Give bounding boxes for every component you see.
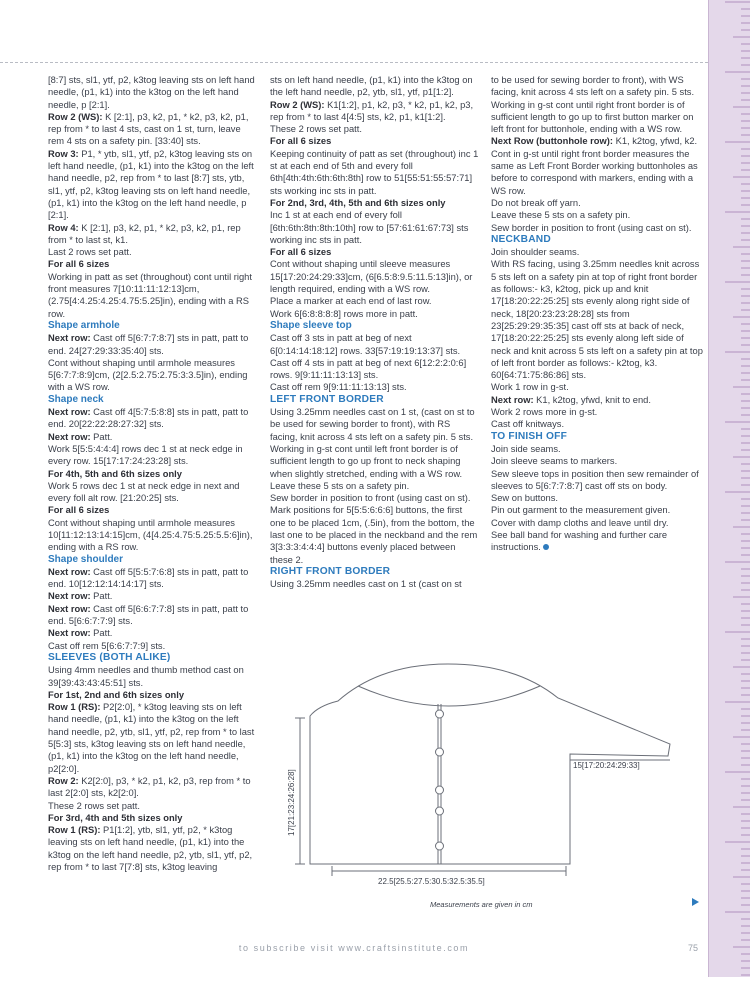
row-label: Row 2: [48, 775, 79, 786]
row-text: Patt. [90, 628, 113, 639]
instruction-text: Work 5 rows dec 1 st at neck edge in next and every foll alt row. [21:20:25] sts. [48, 480, 240, 504]
instruction-text: Working in patt as set (throughout) cont until right front measures 7[10:11:11:12:13]cm, (2.75[4:4.25:4.25:4.75:5.25]in), ending with a RS row. [48, 271, 252, 319]
size-heading: For 2nd, 3rd, 4th, 5th and 6th sizes only [270, 197, 446, 208]
instruction-text: [8:7] sts, sl1, ytf, p2, k3tog leaving sts on left hand needle, (p1, k1) into the k3tog on the left hand needle, p [2:1]. [48, 75, 255, 110]
subsection-heading: Shape armhole [48, 319, 120, 331]
ruler [708, 0, 750, 977]
column-3 [491, 74, 703, 554]
instruction-row [48, 111, 258, 148]
instruction-text: Do not break off yarn. [491, 197, 581, 208]
section-heading: LEFT FRONT BORDER [270, 393, 384, 405]
row-label: Next row: [48, 628, 91, 639]
instruction-text: Work 2 rows more in g-st. [491, 407, 598, 418]
row-text: Patt. [90, 591, 113, 602]
instruction-text: Pin out garment to the measurement given. [491, 505, 671, 516]
instruction-row [48, 406, 258, 431]
button-2 [436, 748, 444, 756]
instruction-text: sts on left hand needle, (p1, k1) into the k3tog on the left hand needle, p2, ytb, sl1, ytf, p1[1:2]. [270, 75, 473, 98]
instruction-text: Inc 1 st at each end of every foll [6th:6th:8th:8th:10th] row to [57:61:61:67:73] sts working inc sts in patt. [270, 210, 469, 245]
row-label: Row 1 (RS): [48, 702, 101, 713]
instruction-text: Sew on buttons. [491, 493, 559, 504]
instruction-text: These 2 rows set patt. [48, 800, 140, 811]
instruction-text: Cast off 4 sts in patt at beg of next 6[12:2:2:0:6] rows. 9[9:11:11:13:13] sts. [270, 357, 467, 381]
instruction-text: These 2 rows set patt. [270, 124, 362, 135]
row-label: Next Row (buttonhole row): [491, 136, 613, 147]
section-heading: NECKBAND [491, 233, 551, 245]
instruction-row [270, 99, 480, 124]
instruction-text: Cast off 3 sts in patt at beg of next 6[0:14:14:18:12] rows. 33[57:19:19:13:37] sts. [270, 333, 461, 356]
size-heading: For all 6 sizes [48, 259, 110, 270]
row-text: Cast off 5[6:7:7:8:7] sts in patt, patt to end. 24[27:29:33:35:40] sts. [48, 333, 249, 356]
section-heading: RIGHT FRONT BORDER [270, 565, 391, 577]
row-text: Cast off 4[5:7:5:8:8] sts in patt, patt to end. 20[22:22:28:27:32] sts. [48, 407, 249, 430]
instruction-text: Join shoulder seams. [491, 247, 580, 258]
row-text: Patt. [90, 431, 113, 442]
row-text: K1, k2tog, yfwd, knit to end. [533, 394, 651, 405]
column-2 [270, 74, 480, 590]
subsection-heading: Shape sleeve top [270, 319, 352, 331]
row-label: Next row: [48, 603, 91, 614]
instruction-text: Place a marker at each end of last row. [270, 296, 432, 307]
width-label: 22.5[25.5:27.5:30.5:32.5:35.5] [378, 877, 485, 886]
instruction-text: Cover with damp cloths and leave until dry. [491, 517, 669, 528]
row-label: Row 3: [48, 148, 79, 159]
measurements-caption: Measurements are given in cm [430, 900, 533, 909]
row-text: K2[2:0], p3, * k2, p1, k2, p3, rep from * to last 2[2:0] sts, k2[2:0]. [48, 775, 251, 799]
size-heading: For 1st, 2nd and 6th sizes only [48, 689, 185, 700]
instruction-text: to be used for sewing border to front), with WS facing, knit across 4 sts left on a safety pin. 5 sts. Working in g-st cont until right front border is of sufficient length to go up to first button marker on left front for buttonhole, ending with a WS row. [491, 75, 695, 135]
row-text: K [2:1], p3, k2, p1, * k2, p3, k2, p1, rep from * to last 4 sts, cast on 1 st, turn, leave rem 4 sts on a safety pin. [33:40] sts. [48, 111, 249, 147]
subsection-heading: Shape neck [48, 393, 104, 405]
row-label: Row 1 (RS): [48, 825, 101, 836]
row-label: Next row: [48, 566, 91, 577]
row-text: P1, * ytb, sl1, ytf, p2, k3tog leaving sts on left hand needle, (p1, k1) into the k3tog on the left hand needle, p2, rep from * to last [8:7] sts, ytb, sl1, ytf, p2, k3tog leaving sts on left hand needle, (p1, k1) into the k3tog on the left hand needle, p [2:1]. [48, 148, 254, 221]
instruction-text: Using 3.25mm needles cast on 1 st, (cast on st to be used for sewing border to front), with RS facing, knit across 4 sts left on a safety pin. 5 sts. Working in g-st cont until left front border is of sufficient length to go up front to neck shaping when slightly stretched, ending with a WS row. Leave these 5 sts on a safety pin. [270, 407, 475, 491]
sleeve-label: 15[17:20:24:29:33] [573, 761, 640, 770]
button-1 [436, 710, 444, 718]
row-text: See ball band for washing and further care instructions. [491, 529, 668, 553]
instruction-text: Work 5[5:5:4:4:4] rows dec 1 st at neck edge in every row. 15[17:17:24:23:28] sts. [48, 443, 243, 467]
height-label: 17[21:23:24:26:28] [287, 769, 296, 836]
row-text: Cast off 5[5:5:7:6:8] sts in patt, patt to end. 10[12:12:14:14:17] sts. [48, 566, 249, 590]
instruction-text: Cont without shaping until sleeve measures 15[17:20:24:29:33]cm, (6[6.5:8:9.5:11.5:13]in), or length required, ending with a WS row. [270, 259, 473, 295]
top-divider [0, 62, 708, 63]
button-4 [436, 807, 444, 815]
end-bullet-icon [543, 544, 549, 550]
subsection-heading: Shape shoulder [48, 553, 124, 565]
cardigan-measurement-diagram [270, 656, 710, 918]
instruction-row [48, 627, 258, 639]
section-heading: SLEEVES (BOTH ALIKE) [48, 651, 171, 663]
neckline [358, 686, 540, 706]
instruction-text: Using 3.25mm needles cast on 1 st (cast on st [270, 579, 462, 590]
instruction-row [48, 775, 258, 800]
row-label: Next row: [491, 394, 534, 405]
size-heading: For 3rd, 4th and 5th sizes only [48, 812, 183, 823]
instruction-text: Sew border in position to front (using cast on st). Mark positions for 5[5:5:6:6:6] buttons, the first one to be placed 1cm, (.5in), from the bottom, the last one to be placed in the neckband and the rem 3[3:3:3:4:4:4] buttons evenly placed between these 2. [270, 493, 478, 565]
row-label: Next row: [48, 431, 91, 442]
instruction-row [48, 824, 258, 873]
instruction-text: Join side seams. [491, 443, 561, 454]
size-heading: For 4th, 5th and 6th sizes only [48, 468, 182, 479]
section-heading: TO FINISH OFF [491, 430, 567, 442]
instruction-row [48, 431, 258, 443]
instruction-text: Work 6[6:8:8:8:8] rows more in patt. [270, 308, 418, 319]
instruction-text: Cast off rem 5[6:6:7:7:9] sts. [48, 640, 166, 651]
instruction-row [491, 394, 703, 406]
instruction-text: Cast off rem 9[9:11:11:13:13] sts. [270, 382, 407, 393]
instruction-text: Last 2 rows set patt. [48, 247, 132, 258]
size-heading: For all 6 sizes [270, 247, 332, 258]
instruction-text: Keeping continuity of patt as set (throughout) inc 1 st at each end of 5th and every foll 6th[4th:4th:6th:6th:8th] row to 51[55:51:55:57:71] sts working inc sts in patt. [270, 148, 479, 196]
instruction-text: Join sleeve seams to markers. [491, 456, 618, 467]
row-text: K1[1:2], p1, k2, p3, * k2, p1, k2, p3, rep from * to last 4[4:5] sts, k2, p1, k1[1:2]. [270, 99, 474, 122]
instruction-row [48, 701, 258, 775]
next-page-arrow-icon[interactable] [692, 898, 699, 906]
page-number: 75 [688, 943, 699, 953]
instruction-text: Cont without shaping until armhole measures 10[11:12:13:14:15]cm, (4[4.25:4.75:5.25:5.5:6]in), ending with a RS row. [48, 517, 253, 553]
row-text: Cast off 5[6:6:7:7:8] sts in patt, patt to end. 5[6:6:7:7:9] sts. [48, 603, 249, 627]
instruction-row [48, 566, 258, 591]
row-text: P1[1:2], ytb, sl1, ytf, p2, * k3tog leaving sts on left hand needle, (p1, k1) into the k3tog on the left hand needle, p2, ytb, sl1, ytf, p2, rep from * to last 7[7:8] sts, k3tog leaving [48, 825, 253, 872]
column-1 [48, 74, 258, 873]
instruction-text: Sew border in position to front (using cast on st). [491, 222, 692, 233]
button-5 [436, 842, 444, 850]
instruction-text: With RS facing, using 3.25mm needles knit across 5 sts left on a safety pin at top of right front border as follows:- k3, k2tog, pick up and knit 17[18:20:22:25:25] sts evenly along right side of neck, 18[20:23:23:28:28] sts from 23[25:29:29:35:35] cast off sts at back of neck, 17[18:20:22:25:25] sts evenly along left side of neck and knit across 5 sts left on a safety pin at top of left front border as follows:- k2tog, k3. 60[64:71:75:86:86] sts. [491, 259, 703, 381]
instruction-text: Cont in g-st until right front border measures the same as Left Front Border working buttonholes as before to correspond with markers, ending with a WS row. [491, 148, 698, 196]
instruction-row [48, 603, 258, 628]
instruction-text: Cast off knitways. [491, 419, 565, 430]
size-heading: For all 6 sizes [270, 136, 332, 147]
instruction-row [48, 148, 258, 222]
button-3 [436, 786, 444, 794]
instruction-text: Work 1 row in g-st. [491, 382, 569, 393]
row-text: K1, k2tog, yfwd, k2. [612, 136, 698, 147]
row-label: Row 2 (WS): [270, 99, 325, 110]
ruler-ticks [709, 0, 750, 977]
row-label: Next row: [48, 333, 91, 344]
row-label: Row 2 (WS): [48, 111, 103, 122]
instruction-text [491, 529, 703, 554]
row-label: Next row: [48, 407, 91, 418]
instruction-row [48, 590, 258, 602]
instruction-row [48, 222, 258, 247]
instruction-row [48, 332, 258, 357]
row-text: K [2:1], p3, k2, p1, * k2, p3, k2, p1, rep from * to last st, k1. [48, 222, 241, 245]
instruction-text: Sew sleeve tops in position then sew remainder of sleeves to 5[6:7:7:8:7] cast off sts on body. [491, 468, 699, 491]
row-label: Next row: [48, 591, 91, 602]
size-heading: For all 6 sizes [48, 505, 110, 516]
instruction-row [491, 135, 703, 147]
row-text: P2[2:0], * k3tog leaving sts on left hand needle, (p1, k1) into the k3tog on the left hand needle, p2, ytb, sl1, ytf, p2, rep from * to last 5[5:3] sts, k3tog leaving sts on left hand needle, (p1, k1) into the k3tog on the left hand needle, p2[2:0]. [48, 702, 255, 774]
instruction-text: Using 4mm needles and thumb method cast on 39[39:43:43:45:51] sts. [48, 665, 244, 688]
row-label: Row 4: [48, 222, 79, 233]
instruction-text: Leave these 5 sts on a safety pin. [491, 210, 631, 221]
instruction-text: Cont without shaping until armhole measures 5[6:7:7:8:9]cm, (2[2.5:2.75:2.75:3:3.5]in), ending with a WS row. [48, 357, 248, 393]
footer-subscribe: to subscribe visit www.craftsinstitute.com [238, 943, 470, 953]
